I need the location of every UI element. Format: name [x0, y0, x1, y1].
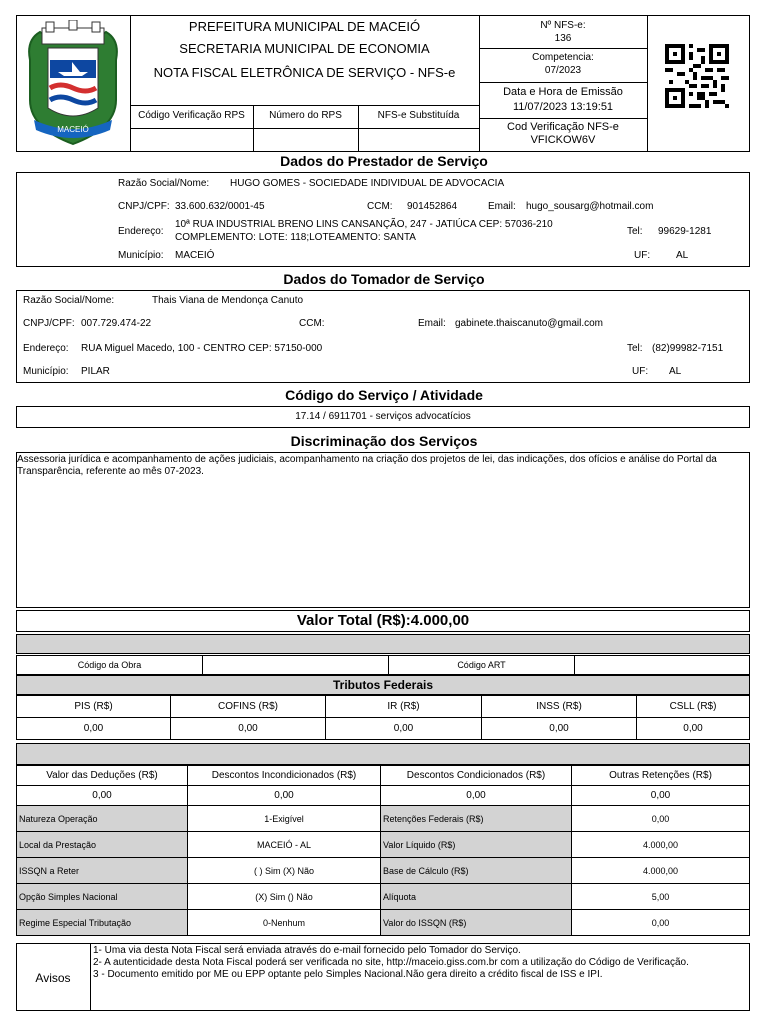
header-title-2: SECRETARIA MUNICIPAL DE ECONOMIA [179, 41, 430, 56]
aviso-2: 2- A autenticidade desta Nota Fiscal poderá ser verificada no site, http://maceio.giss.com.br com a utilização do Código de Verificação. [93, 957, 689, 968]
inss-header: INSS (R$) [482, 696, 637, 718]
detalhe-row: Regime Especial Tributação 0-Nenhum Valor do ISSQN (R$) 0,00 [17, 910, 750, 936]
prestador-endereco-1: 10ª RUA INDUSTRIAL BRENO LINS CANSANÇÃO, 247 - JATIÚCA CEP: 57036-210 [175, 219, 553, 230]
desc-incond-header: Descontos Incondicionados (R$) [188, 766, 381, 786]
cod-verif-label: Cod Verificação NFS-e [507, 121, 619, 133]
outras-retencoes-header: Outras Retenções (R$) [572, 766, 750, 786]
aviso-3: 3 - Documento emitido por ME ou EPP optante pelo Simples Nacional.Não gera direito a crédito fiscal de ISS e IPI. [93, 969, 603, 980]
cofins-header: COFINS (R$) [171, 696, 326, 718]
detalhe-row: ISSQN a Reter ( ) Sim (X) Não Base de Cálculo (R$) 4.000,00 [17, 858, 750, 884]
tomador-cnpj: 007.729.474-22 [81, 318, 152, 329]
emissao-label: Data e Hora de Emissão [503, 86, 623, 98]
valor-total: Valor Total (R$):4.000,00 [296, 612, 470, 629]
tomador-ccm-label: CCM: [299, 318, 325, 329]
nfse-number-label: Nº NFS-e: [540, 20, 586, 31]
cod-verif-value: VFICKOW6V [530, 134, 596, 146]
deducoes-value: 0,00 [17, 786, 188, 806]
tomador-razao: Thais Viana de Mendonça Canuto [152, 295, 304, 306]
tomador-municipio: PILAR [81, 366, 110, 377]
prestador-razao: HUGO GOMES - SOCIEDADE INDIVIDUAL DE ADVOCACIA [230, 178, 505, 189]
aviso-1: 1- Uma via desta Nota Fiscal será enviada através do e-mail fornecido pelo Tomador do Serviço. [93, 945, 521, 956]
inss-value: 0,00 [482, 718, 637, 740]
prestador-municipio: MACEIÓ [175, 250, 215, 261]
tomador-email: gabinete.thaiscanuto@gmail.com [455, 318, 604, 329]
csll-header: CSLL (R$) [637, 696, 750, 718]
competencia-value: 07/2023 [544, 65, 582, 76]
emissao-value: 11/07/2023 13:19:51 [512, 101, 614, 113]
detalhe-row: Natureza Operação 1-Exigível Retenções Federais (R$) 0,00 [17, 806, 750, 832]
city-logo [20, 20, 126, 148]
tomador-uf: AL [669, 366, 682, 377]
ir-header: IR (R$) [326, 696, 482, 718]
codigo-art-value [575, 656, 750, 675]
codigo-obra-value [203, 656, 389, 675]
prestador-title: Dados do Prestador de Serviço [280, 153, 488, 169]
desc-incond-value: 0,00 [188, 786, 381, 806]
obra-table [16, 655, 750, 675]
deducoes-table [16, 765, 750, 806]
gray-bar-2 [16, 743, 750, 765]
detalhe-row: Opção Simples Nacional (X) Sim () Não Alíquota 5,00 [17, 884, 750, 910]
ir-value: 0,00 [326, 718, 482, 740]
svg-text:MACEIÓ: MACEIÓ [57, 125, 89, 134]
avisos-label: Avisos [35, 971, 71, 985]
tributos-table [16, 695, 750, 740]
prestador-endereco-2: COMPLEMENTO: LOTE: 118;LOTEAMENTO: SANTA [175, 232, 416, 243]
pis-value: 0,00 [17, 718, 171, 740]
competencia-label: Competencia: [532, 52, 594, 63]
gray-bar-1 [16, 634, 750, 654]
prestador-tel: 99629-1281 [658, 226, 712, 237]
desc-cond-value: 0,00 [381, 786, 572, 806]
prestador-ccm: 901452864 [407, 201, 458, 212]
tomador-title: Dados do Tomador de Serviço [283, 271, 485, 287]
qr-code [665, 44, 729, 108]
cofins-value: 0,00 [171, 718, 326, 740]
nfse-number: 136 [554, 33, 572, 44]
prestador-email: hugo_sousarg@hotmail.com [526, 201, 654, 212]
prestador-cnpj: 33.600.632/0001-45 [175, 201, 265, 212]
servico-title: Código do Serviço / Atividade [285, 387, 483, 403]
tomador-endereco: RUA Miguel Macedo, 100 - CENTRO CEP: 57150-000 [81, 343, 323, 354]
deducoes-header: Valor das Deduções (R$) [17, 766, 188, 786]
header-title-3: NOTA FISCAL ELETRÔNICA DE SERVIÇO - NFS-e [153, 65, 456, 80]
pis-header: PIS (R$) [17, 696, 171, 718]
detalhes-table [16, 805, 750, 936]
servico-codigo: 17.14 / 6911701 - serviços advocatícios [295, 411, 471, 422]
rps-code-label: Código Verificação RPS [138, 110, 245, 121]
codigo-obra-label: Código da Obra [17, 656, 203, 675]
discriminacao-title: Discriminação dos Serviços [290, 433, 478, 449]
csll-value: 0,00 [637, 718, 750, 740]
prestador-uf: AL [676, 250, 689, 261]
codigo-art-label: Código ART [389, 656, 575, 675]
rps-number-label: Número do RPS [269, 110, 342, 121]
tributos-title: Tributos Federais [332, 678, 434, 692]
detalhe-row: Local da Prestação MACEIÓ - AL Valor Líquido (R$) 4.000,00 [17, 832, 750, 858]
outras-retencoes-value: 0,00 [572, 786, 750, 806]
discriminacao-text: Assessoria jurídica e acompanhamento de ações judiciais, acompanhamento na criação dos projetos de lei, das indicações, dos ofícios e análise do Portal da Transparência, referente ao mês 07-2023. [17, 454, 717, 477]
desc-cond-header: Descontos Condicionados (R$) [381, 766, 572, 786]
nfse-subst-label: NFS-e Substituída [377, 110, 460, 121]
tomador-tel: (82)99982-7151 [652, 343, 724, 354]
header-title-1: PREFEITURA MUNICIPAL DE MACEIÓ [188, 19, 421, 34]
